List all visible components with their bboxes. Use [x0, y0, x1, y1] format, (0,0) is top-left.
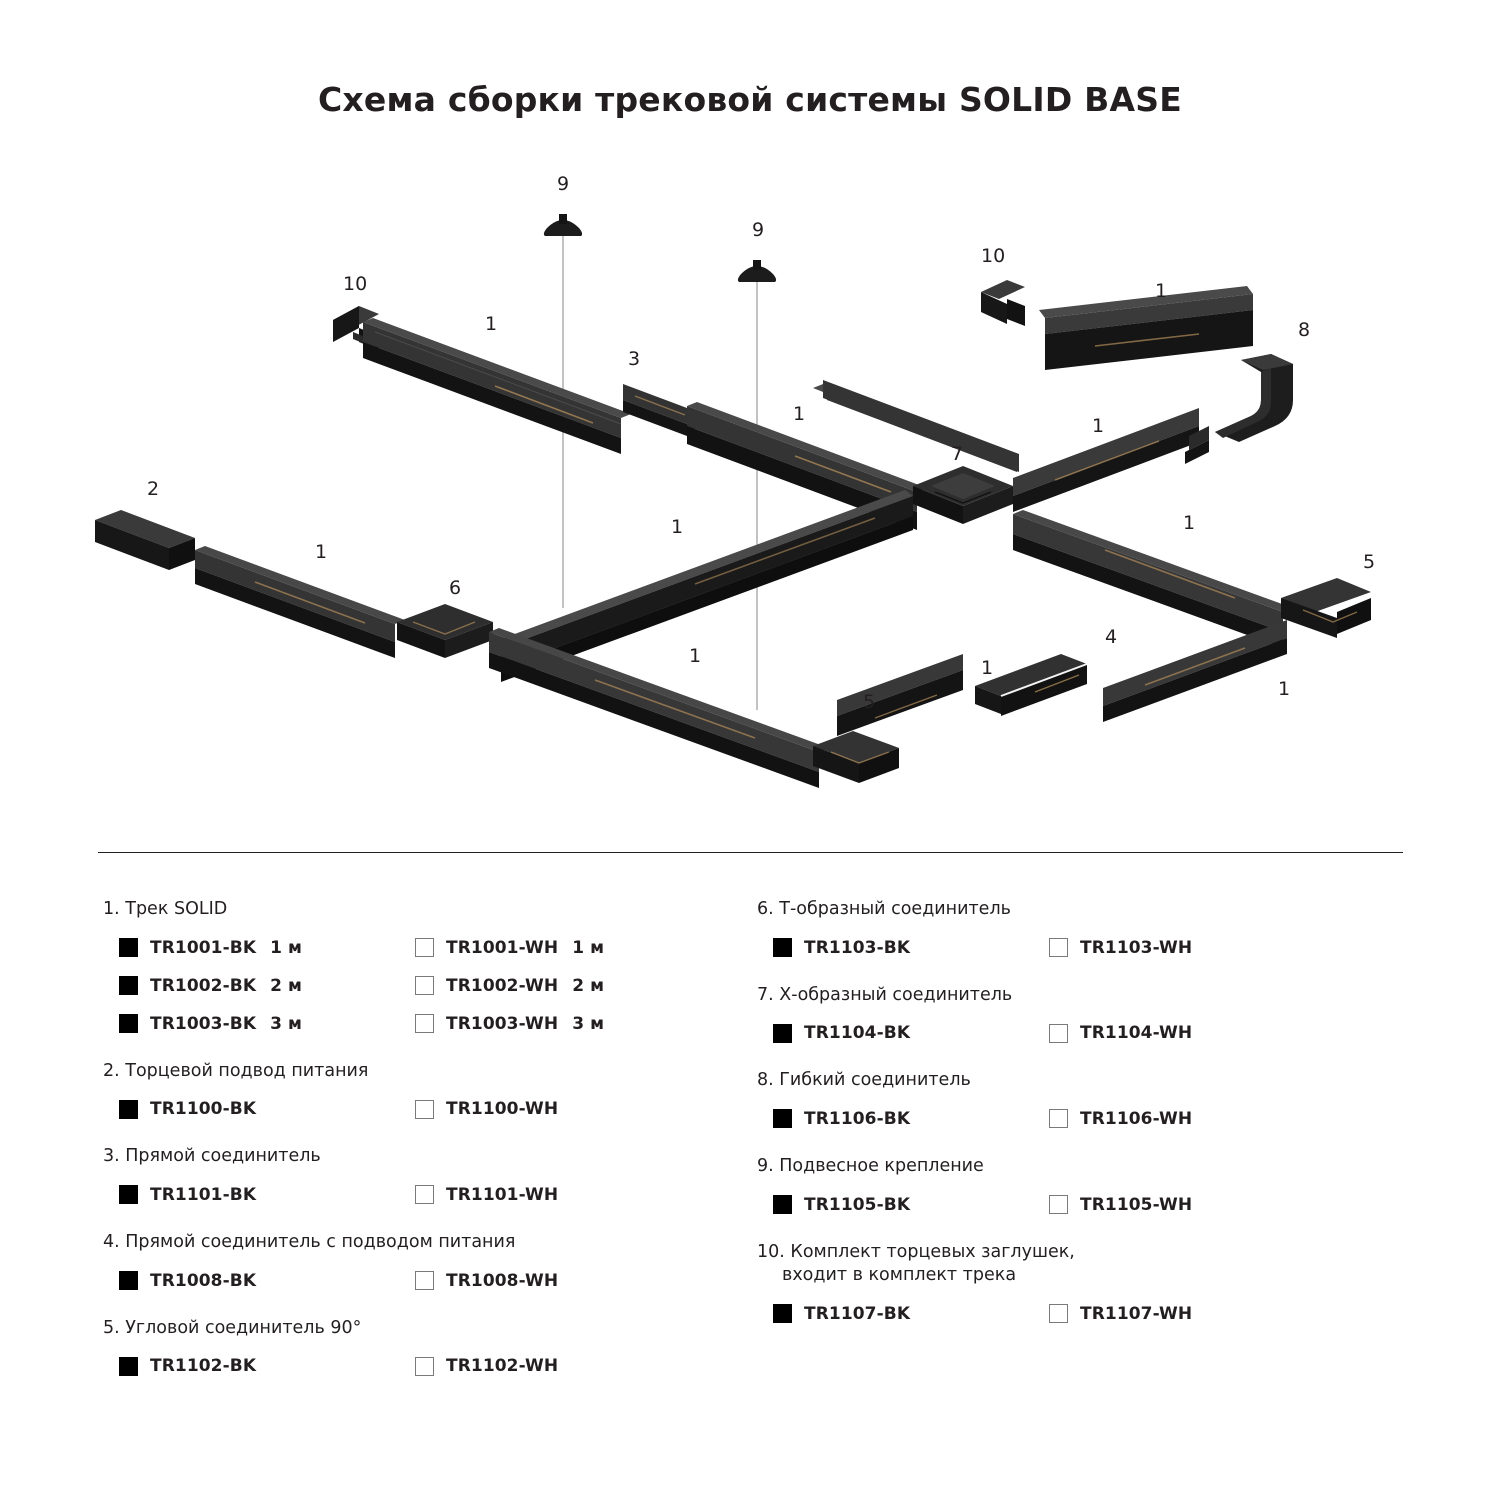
legend-group-2: [103, 1060, 723, 1120]
sku-option[interactable]: [103, 1356, 399, 1376]
sku-option[interactable]: [399, 938, 604, 958]
sku-option[interactable]: [399, 1356, 558, 1376]
legend-column-right: [757, 898, 1377, 1350]
swatch-black-icon: [119, 976, 138, 995]
callout-9-right: 9: [752, 219, 765, 241]
legend-row: [103, 1185, 723, 1205]
callout-4: 4: [1105, 626, 1118, 648]
callout-10-right: 10: [981, 245, 1006, 267]
legend-title-8: 8. Гибкий соединитель: [757, 1070, 971, 1091]
sku-code: TR1003-BK: [150, 1013, 257, 1034]
sku-code: TR1008-BK: [150, 1270, 257, 1291]
swatch-black-icon: [119, 1014, 138, 1033]
t-connector: [397, 604, 493, 658]
sku-code: TR1103-WH: [1080, 937, 1193, 958]
corner-connector-bottom: [813, 731, 899, 783]
legend-group-4: [103, 1231, 723, 1291]
swatch-white-icon: [415, 1100, 434, 1119]
flexible-connector: [1185, 354, 1293, 464]
track-left: [195, 546, 405, 658]
callout-9-left: 9: [557, 173, 570, 195]
legend-rows-5: [103, 1356, 723, 1376]
legend-rows-4: [103, 1271, 723, 1291]
sku-code: TR1002-WH: [446, 975, 559, 996]
end-power-feed: [95, 510, 195, 570]
callout-3: 3: [628, 348, 641, 370]
legend-title-10-line1: 10. Комплект торцевых заглушек,: [757, 1241, 1075, 1262]
sku-option[interactable]: [103, 1271, 399, 1291]
sku-length: 1 м: [572, 937, 605, 958]
track-upper-left: [363, 318, 631, 454]
sku-length: 2 м: [270, 975, 303, 996]
swatch-white-icon: [415, 1185, 434, 1204]
callout-6: 6: [449, 577, 462, 599]
sku-option[interactable]: [1033, 1023, 1192, 1043]
callout-2: 2: [147, 478, 160, 500]
callout-5-right: 5: [1363, 551, 1376, 573]
legend-group-8: [757, 1069, 1377, 1129]
legend-rows-1: [103, 938, 723, 1034]
sku-code: TR1103-BK: [804, 937, 911, 958]
legend-title-4: 4. Прямой соединитель с подводом питания: [103, 1231, 516, 1252]
swatch-white-icon: [1049, 1195, 1068, 1214]
legend-group-5: [103, 1317, 723, 1377]
track-right-down: [1013, 510, 1293, 648]
sku-code: TR1001-BK: [150, 937, 257, 958]
swatch-black-icon: [119, 1185, 138, 1204]
sku-code: TR1105-BK: [804, 1194, 911, 1215]
sku-code: TR1104-BK: [804, 1023, 911, 1044]
swatch-black-icon: [773, 1109, 792, 1128]
legend-row: [757, 1109, 1377, 1129]
sku-option[interactable]: [103, 938, 399, 958]
legend-rows-6: [757, 938, 1377, 958]
sku-code: TR1105-WH: [1080, 1194, 1193, 1215]
legend-rows-2: [103, 1099, 723, 1119]
legend-row: [757, 1023, 1377, 1043]
track-bottom-right: [837, 654, 963, 736]
legend-row: [103, 1356, 723, 1376]
diagram-svg: [95, 170, 1405, 830]
swatch-white-icon: [415, 1014, 434, 1033]
legend-rows-8: [757, 1109, 1377, 1129]
callout-5-bottom: 5: [863, 691, 876, 713]
callout-1-b: 1: [1155, 280, 1168, 302]
swatch-white-icon: [1049, 1304, 1068, 1323]
legend-title-5: 5. Угловой соединитель 90°: [103, 1317, 362, 1338]
sku-option[interactable]: [1033, 1195, 1192, 1215]
legend-column-left: [103, 898, 723, 1402]
track-lower-right: [1103, 620, 1287, 722]
sku-option[interactable]: [1033, 1109, 1192, 1129]
sku-length: 3 м: [572, 1013, 605, 1034]
sku-option[interactable]: [103, 1185, 399, 1205]
legend-rows-3: [103, 1185, 723, 1205]
sku-option[interactable]: [1033, 1304, 1192, 1324]
track-top-right: [1039, 286, 1253, 370]
legend: [0, 898, 1500, 1418]
sku-code: TR1101-WH: [446, 1184, 559, 1205]
section-divider: [98, 852, 1403, 853]
legend-title-10-line2: входит в комплект трека: [782, 1265, 1017, 1286]
callout-1-c: 1: [793, 403, 806, 425]
sku-code: TR1102-BK: [150, 1356, 257, 1377]
sku-option[interactable]: [399, 1099, 558, 1119]
legend-title-10: [757, 1241, 1377, 1288]
legend-rows-9: [757, 1195, 1377, 1215]
sku-length: 2 м: [572, 975, 605, 996]
callout-1-g: 1: [315, 541, 328, 563]
legend-group-6: [757, 898, 1377, 958]
swatch-black-icon: [119, 1357, 138, 1376]
sku-code: TR1101-BK: [150, 1184, 257, 1205]
callout-1-j: 1: [1278, 678, 1291, 700]
sku-code: TR1104-WH: [1080, 1023, 1193, 1044]
sku-code: TR1001-WH: [446, 937, 559, 958]
assembly-diagram: [95, 170, 1405, 830]
legend-row: [757, 1304, 1377, 1324]
sku-length: 3 м: [270, 1013, 303, 1034]
callout-8: 8: [1298, 319, 1311, 341]
track-x-right-up: [1013, 408, 1199, 512]
swatch-black-icon: [119, 1100, 138, 1119]
swatch-white-icon: [415, 1271, 434, 1290]
legend-title-1: 1. Трек SOLID: [103, 899, 228, 919]
swatch-white-icon: [415, 976, 434, 995]
legend-group-9: [757, 1155, 1377, 1215]
swatch-black-icon: [773, 1195, 792, 1214]
legend-title-6: 6. Т-образный соединитель: [757, 899, 1011, 919]
sku-code: TR1003-WH: [446, 1013, 559, 1034]
sku-code: TR1107-WH: [1080, 1303, 1193, 1324]
sku-option[interactable]: [399, 976, 604, 996]
callout-10-left: 10: [343, 273, 368, 295]
callout-1-f: 1: [1183, 512, 1196, 534]
sku-option[interactable]: [399, 1014, 604, 1034]
legend-row: [103, 976, 723, 996]
swatch-white-icon: [415, 938, 434, 957]
sku-option[interactable]: [1033, 938, 1192, 958]
sku-code: TR1002-BK: [150, 975, 257, 996]
sku-code: TR1008-WH: [446, 1270, 559, 1291]
x-connector: [913, 466, 1013, 524]
legend-rows-10: [757, 1304, 1377, 1324]
sku-code: TR1106-BK: [804, 1108, 911, 1129]
callout-1-e: 1: [671, 516, 684, 538]
sku-option[interactable]: [757, 1304, 1033, 1324]
corner-connector-right: [1281, 578, 1371, 638]
legend-title-7: 7. Х-образный соединитель: [757, 984, 1013, 1005]
legend-group-7: [757, 984, 1377, 1044]
callout-1-a: 1: [485, 313, 498, 335]
swatch-black-icon: [773, 1024, 792, 1043]
callout-1-h: 1: [689, 645, 702, 667]
sku-length: 1 м: [270, 937, 303, 958]
swatch-white-icon: [1049, 1024, 1068, 1043]
sku-option[interactable]: [757, 1023, 1033, 1043]
sku-code: TR1100-WH: [446, 1099, 559, 1120]
swatch-white-icon: [1049, 1109, 1068, 1128]
sku-option[interactable]: [103, 1099, 399, 1119]
sku-option[interactable]: [103, 976, 399, 996]
sku-option[interactable]: [757, 1195, 1033, 1215]
callout-7: 7: [951, 443, 964, 465]
straight-connector-3: [623, 384, 695, 439]
sku-code: TR1106-WH: [1080, 1108, 1193, 1129]
sku-option[interactable]: [399, 1185, 558, 1205]
swatch-black-icon: [773, 938, 792, 957]
sku-option[interactable]: [103, 1014, 399, 1034]
legend-group-10: [757, 1241, 1377, 1324]
legend-group-3: [103, 1145, 723, 1205]
sku-option[interactable]: [757, 1109, 1033, 1129]
callout-1-d: 1: [1092, 415, 1105, 437]
legend-row: [757, 938, 1377, 958]
legend-row: [103, 1014, 723, 1034]
legend-row: [103, 1099, 723, 1119]
swatch-black-icon: [773, 1304, 792, 1323]
callout-1-i: 1: [981, 657, 994, 679]
suspension-mount-right: [738, 260, 776, 710]
legend-title-2: 2. Торцевой подвод питания: [103, 1060, 369, 1081]
sku-code: TR1107-BK: [804, 1303, 911, 1324]
swatch-white-icon: [415, 1357, 434, 1376]
legend-rows-7: [757, 1023, 1377, 1043]
end-cap-right: [981, 280, 1025, 326]
legend-title-3: 3. Прямой соединитель: [103, 1146, 321, 1167]
legend-row: [103, 1271, 723, 1291]
swatch-white-icon: [1049, 938, 1068, 957]
legend-row: [757, 1195, 1377, 1215]
swatch-black-icon: [119, 938, 138, 957]
sku-code: TR1100-BK: [150, 1099, 257, 1120]
swatch-black-icon: [119, 1271, 138, 1290]
legend-row: [103, 938, 723, 958]
legend-group-1: [103, 898, 723, 1034]
sku-option[interactable]: [399, 1271, 558, 1291]
track-right-upper-arm: [827, 382, 1017, 472]
sku-option[interactable]: [757, 938, 1033, 958]
page-title: Схема сборки трековой системы SOLID BASE: [318, 80, 1182, 119]
track-bottom-left: [489, 628, 829, 788]
legend-title-9: 9. Подвесное крепление: [757, 1155, 984, 1176]
sku-code: TR1102-WH: [446, 1356, 559, 1377]
